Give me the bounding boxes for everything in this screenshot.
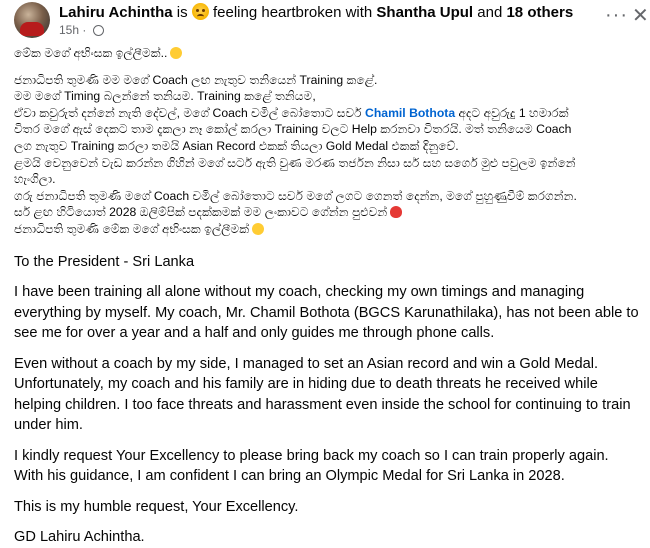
post-headline [59, 3, 573, 23]
sinhala-line: ජනාධිපති තුමණි මේක මගේ අභිංසක ඉල්ලීමක් [14, 221, 640, 238]
close-icon[interactable]: ✕ [632, 5, 649, 27]
sinhala-line: මම මගේ Timing බලන්නේ තනියම. Training කළේ තනියම, [14, 89, 316, 104]
author-avatar[interactable] [14, 2, 50, 38]
english-paragraph: I kindly request Your Excellency to please bring back my coach so I can train properly again. With his guidance, I am confident I can bring an Olympic Medal for Sri Lanka in 2028. [14, 447, 609, 485]
sinhala-line: සර් ළඟ හිටියොත් 2028 ඔලිම්පික් පදක්කමක් මම ලංකාවට ගේන්න පුළුවන් [14, 204, 640, 221]
feeling-text: feeling heartbroken with [212, 4, 373, 21]
tagged-person[interactable]: Shantha Upul [376, 4, 474, 21]
crying-face-icon [170, 47, 182, 59]
and-text: and [477, 4, 503, 21]
is-text: is [176, 4, 188, 21]
sinhala-line: ළමයි වෙනුවෙන් වැඩ කරන්න ගිහින් මගේ සර්ට ඇති වුණ මරණ තර්ජන නිසා සර් සහ සර්ගෙ මුළු පවුලම ඉන්නේ [14, 155, 576, 170]
post-body [14, 45, 640, 548]
sinhala-line: ජනාධිපති තුමණි මම මගේ Coach ලඟ නැතුව තනියෙන් Training කළේ. [14, 72, 378, 87]
english-paragraph: To the President - Sri Lanka [14, 253, 195, 270]
chamil-bothota-tag[interactable]: Chamil Bothota [365, 105, 456, 120]
heart-icon [390, 206, 402, 218]
english-paragraph: GD Lahiru Achintha. [14, 529, 145, 546]
sinhala-line: විතර මගේ ඇස් දෙකට තාම දැකලා නෑ කෝල් කරලා Training වලට Help කරනවා විතරයි. මත් තනියෙම Coach [14, 122, 572, 137]
post-header [0, 0, 650, 38]
sinhala-line: ඒවා කවුරුත් දන්නේ නැති දේවල්, මගේ Coach චමිල් බෝතොට සර්ව Chamil Bothota අදට අවුරුදු 1 හමාරක් [14, 105, 569, 120]
sinhala-line: ලග නැතුව Training කරලා තමයි Asian Record එකක් තියලා Gold Medal එකක් දිනුවේ. [14, 138, 459, 153]
sinhala-line: ගරු ජනාධිපති තුමණි මගේ Coach චමිල් බෝතොට සර්ව මගේ ලගට ගෙනත් දෙන්න, මගේ පුහුණුවීම් කරගන්න. [14, 188, 577, 203]
author-name[interactable]: Lahiru Achintha [59, 4, 173, 21]
others-link[interactable]: 18 others [506, 4, 574, 21]
sad-face-emoji-icon [192, 3, 209, 20]
english-paragraph: I have been training all alone without my coach, checking my own timings and managing everything by myself. My coach, Mr. Chamil Bothota (BGCS Karunathilaka), has not been able to see me for over a year and a half and only guides me through phone calls. [14, 284, 639, 342]
post-meta: 15h · [59, 23, 104, 37]
english-paragraph: Even without a coach by my side, I managed to set an Asian record and win a Gold Medal. Unfortunately, my coach and his family are in hiding due to death threats he received while helping children. I too face threats and harassment even inside the school for continuing to train under him. [14, 355, 631, 434]
timestamp[interactable]: 15h [59, 23, 80, 37]
sinhala-line: හැංගිලා. [14, 172, 56, 187]
sinhala-line: මේක මගේ අභිංසක ඉල්ලීමක්.. [14, 45, 640, 62]
more-options-icon[interactable]: ··· [605, 4, 628, 26]
crying-face-icon [252, 223, 264, 235]
globe-icon[interactable] [93, 25, 104, 36]
english-paragraph: This is my humble request, Your Excellency. [14, 498, 299, 515]
